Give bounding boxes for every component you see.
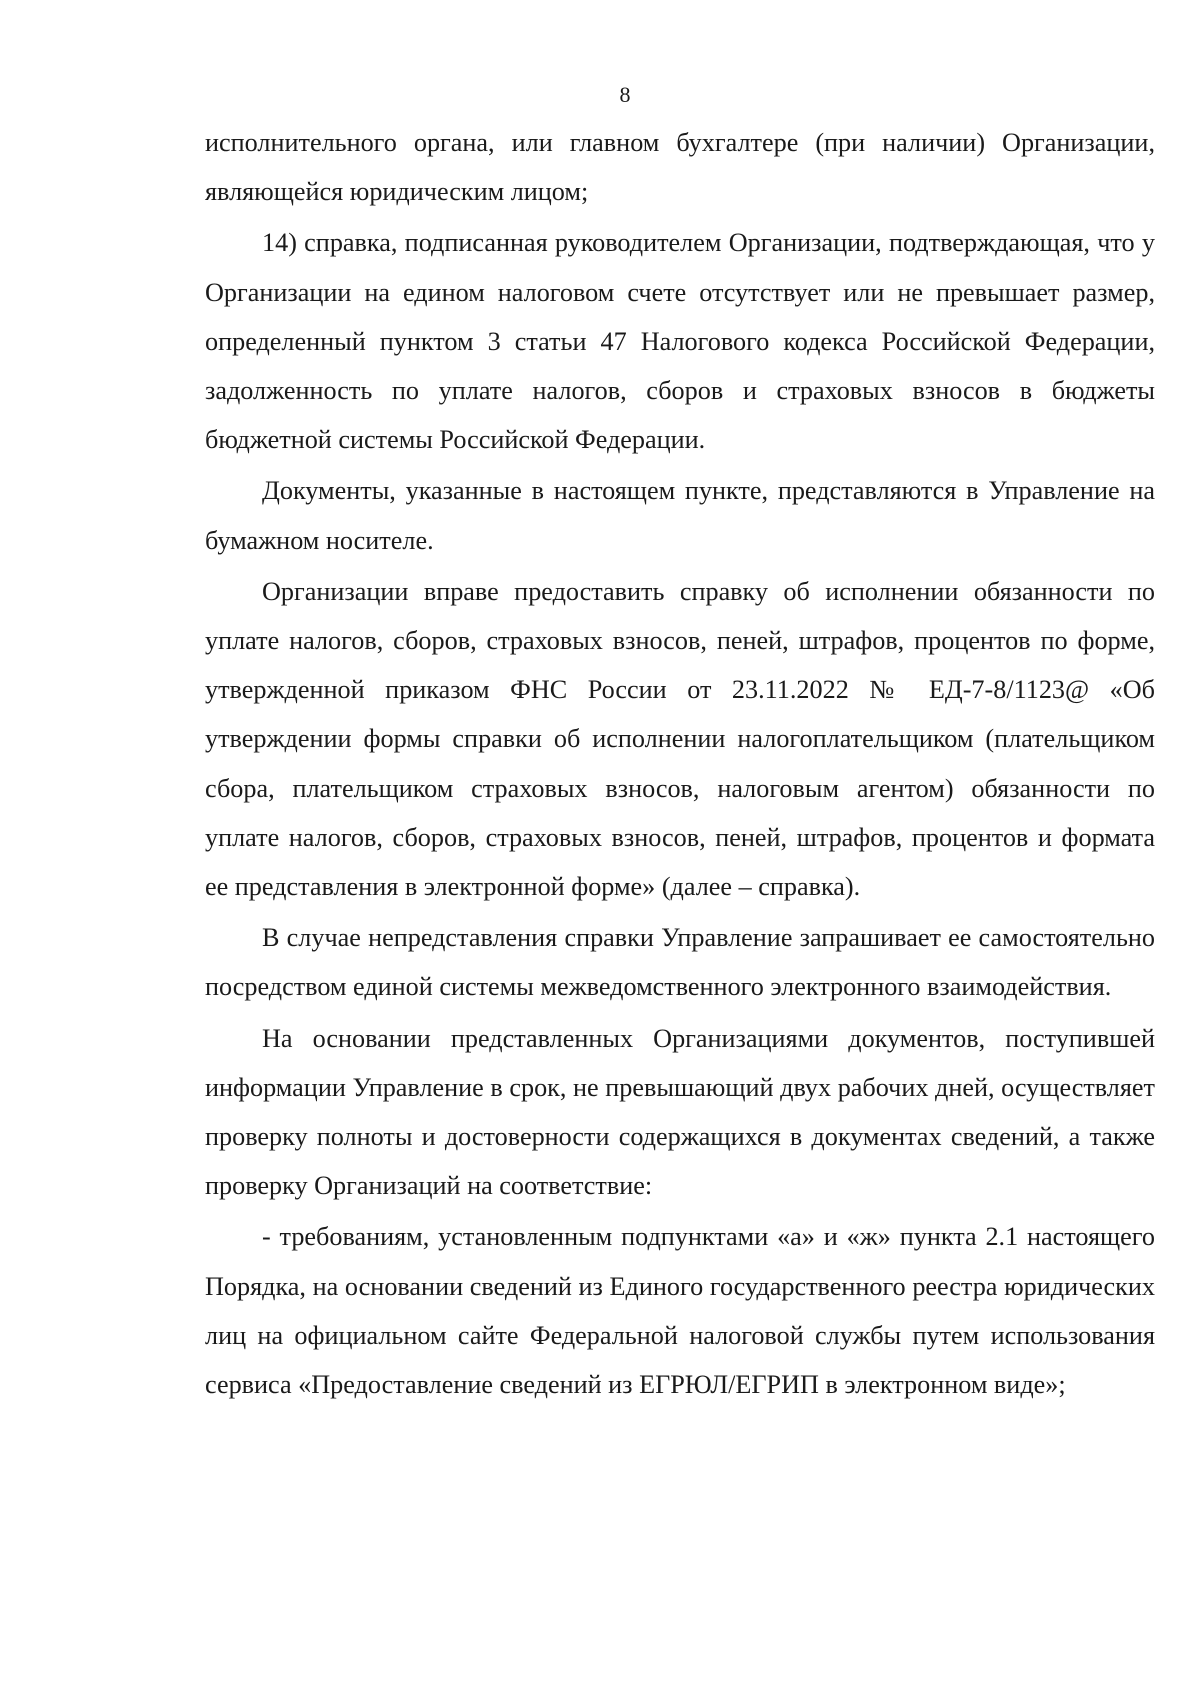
page-number: 8 bbox=[619, 82, 631, 107]
paragraph-tax-certificate: Организации вправе предоставить справку об исполнении обязанности по уплате налогов, сборов, страховых взносов, пеней, штрафов, процентов по форме, утвержденной приказом ФНС России от 23.11.2022 № ЕД-7-8/1123@ «Об утверждении формы справки об исполнении налогоплательщиком (плательщиком сбора, плательщиком страховых взносов, налоговым агентом) обязанности по уплате налогов, сборов, страховых взносов, пеней, штрафов, процентов и формата ее представления в электронной форме» (далее – справка). bbox=[205, 576, 1155, 902]
paragraph-interagency-request: В случае непредставления справки Управление запрашивает ее самостоятельно посредством единой системы межведомственного электронного взаимодействия. bbox=[205, 923, 1155, 1002]
paragraph-requirements-list-item: - требованиям, установленным подпунктами «а» и «ж» пункта 2.1 настоящего Порядка, на основании сведений из Единого государственного реестра юридических лиц на официальном сайте Федеральной налоговой службы путем использования сервиса «Предоставление сведений из ЕГРЮЛ/ЕГРИП в электронном виде»; bbox=[205, 1222, 1155, 1400]
paragraph-item-14: 14) справка, подписанная руководителем Организации, подтверждающая, что у Организации на едином налоговом счете отсутствует или не превышает размер, определенный пунктом 3 статьи 47 Налогового кодекса Российской Федерации, задолженность по уплате налогов, сборов и страховых взносов в бюджеты бюджетной системы Российской Федерации. bbox=[205, 228, 1155, 455]
paragraph-continuation: исполнительного органа, или главном бухгалтере (при наличии) Организации, являющейся юридическим лицом; bbox=[205, 128, 1155, 207]
paragraph-verification: На основании представленных Организациями документов, поступившей информации Управление в срок, не превышающий двух рабочих дней, осуществляет проверку полноты и достоверности содержащихся в документах сведений, а также проверку Организаций на соответствие: bbox=[205, 1023, 1155, 1201]
paragraph-documents-paper: Документы, указанные в настоящем пункте, представляются в Управление на бумажном носителе. bbox=[205, 476, 1155, 555]
document-body bbox=[205, 118, 1155, 1409]
